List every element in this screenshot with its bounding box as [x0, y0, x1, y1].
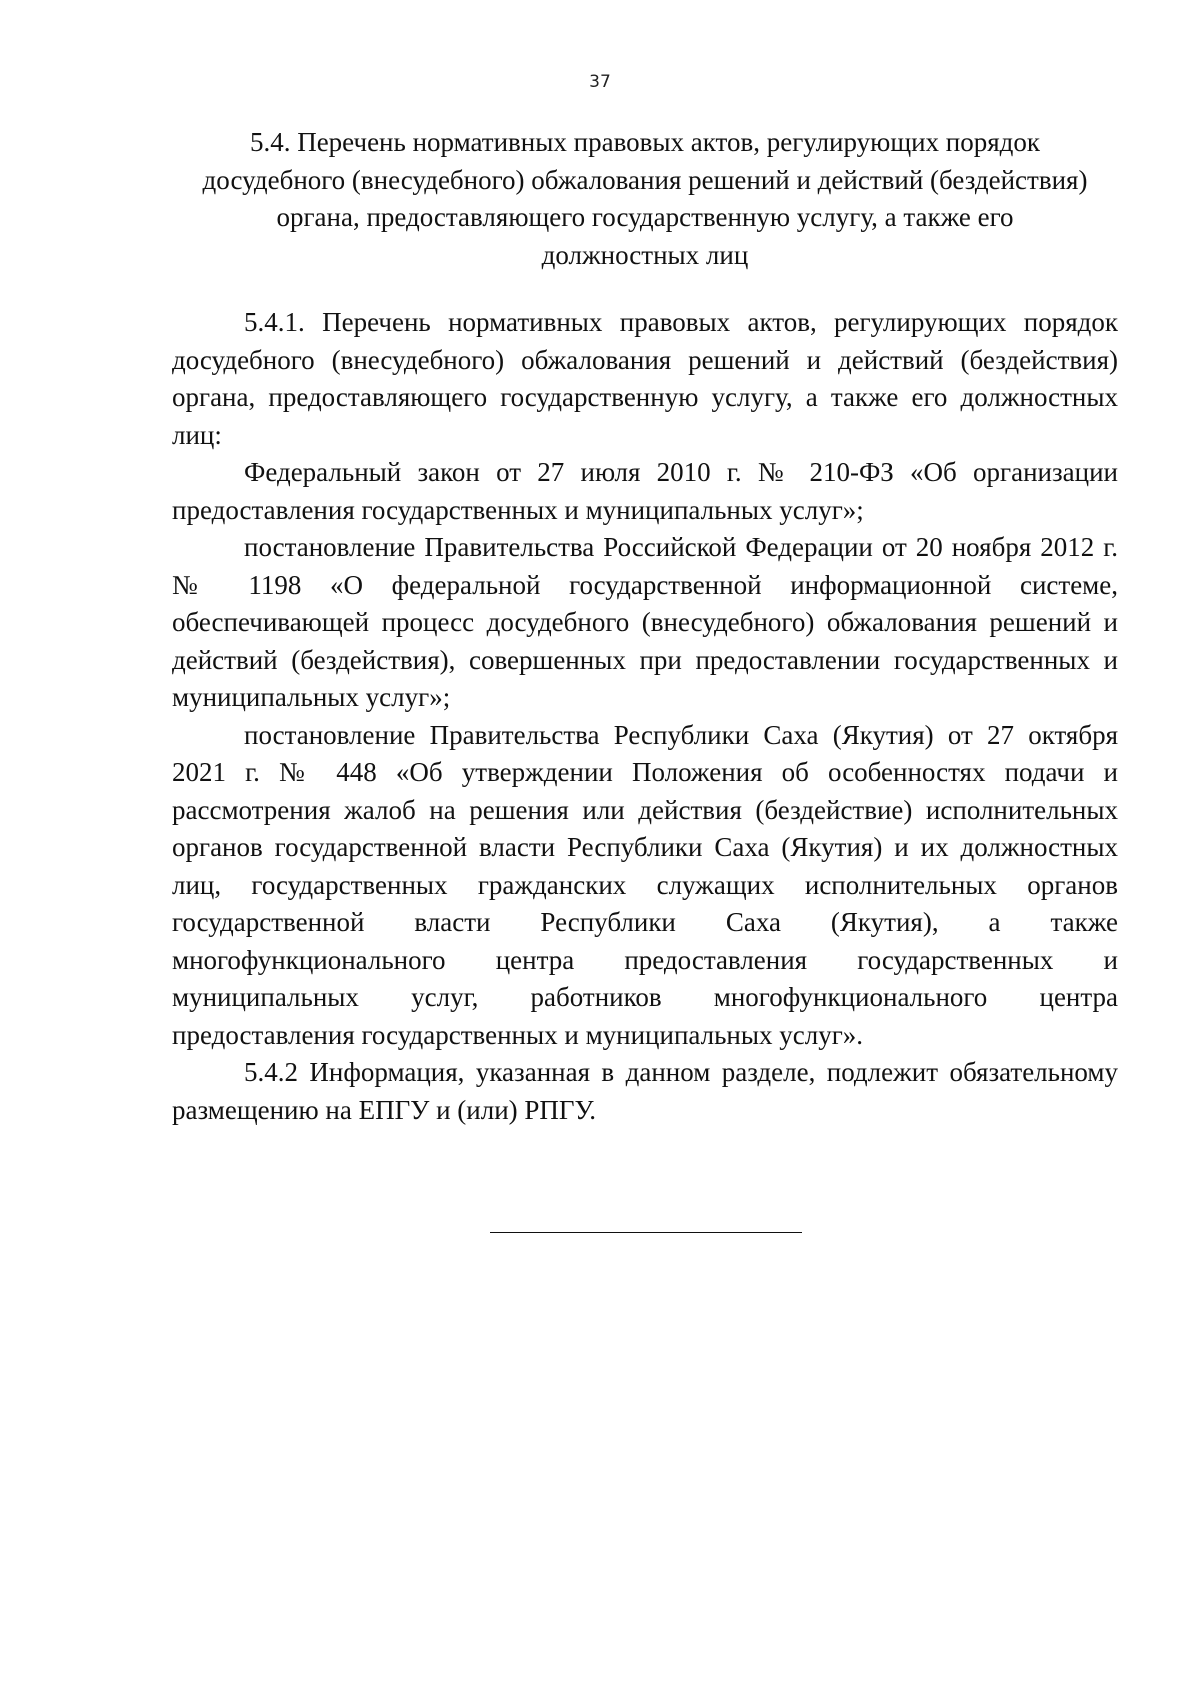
section-title-line: органа, предоставляющего государственную услугу, а также его — [276, 202, 1014, 232]
closing-rule — [490, 1232, 802, 1233]
section-title-line: досудебного (внесудебного) обжалования решений и действий (бездействия) — [202, 164, 1088, 195]
section-paragraphs — [172, 304, 1118, 1129]
section-title-line: должностных лиц — [541, 239, 749, 270]
section-title — [172, 124, 1118, 274]
paragraph-5-4-2: 5.4.2 Информация, указанная в данном разделе, подлежит обязательному размещению на ЕПГУ и (или) РПГУ. — [172, 1057, 1118, 1125]
paragraph-rf-government-resolution: постановление Правительства Российской Федерации от 20 ноября 2012 г. № 1198 «О федеральной государственной информационной системе, обеспечивающей процесс досудебного (внесудебного) обжалования решений и действий (бездействия), совершенных при предоставлении государственных и муниципальных услуг»; — [172, 532, 1118, 712]
page-number: 37 — [589, 72, 611, 92]
paragraph-5-4-1: 5.4.1. Перечень нормативных правовых актов, регулирующих порядок досудебного (внесудебного) обжалования решений и действий (бездействия) органа, предоставляющего государственную услугу, а также его должностных лиц: — [172, 307, 1118, 450]
paragraph-yakutia-government-resolution: постановление Правительства Республики Саха (Якутия) от 27 октября 2021 г. № 448 «Об утверждении Положения об особенностях подачи и рассмотрения жалоб на решения или действия (бездействие) исполнительных органов государственной власти Республики Саха (Якутия) и их должностных лиц, государственных гражданских служащих исполнительных органов государственной власти Республики Саха (Якутия), а также многофункционального центра предоставления государственных и муниципальных услуг, работников многофункционального центра предоставления государственных и муниципальных услуг». — [172, 719, 1118, 1050]
paragraph-federal-law: Федеральный закон от 27 июля 2010 г. № 210-ФЗ «Об организации предоставления государственных и муниципальных услуг»; — [172, 457, 1118, 525]
document-body — [172, 124, 1118, 1129]
section-title-line: 5.4. Перечень нормативных правовых актов, регулирующих порядок — [249, 127, 1041, 157]
